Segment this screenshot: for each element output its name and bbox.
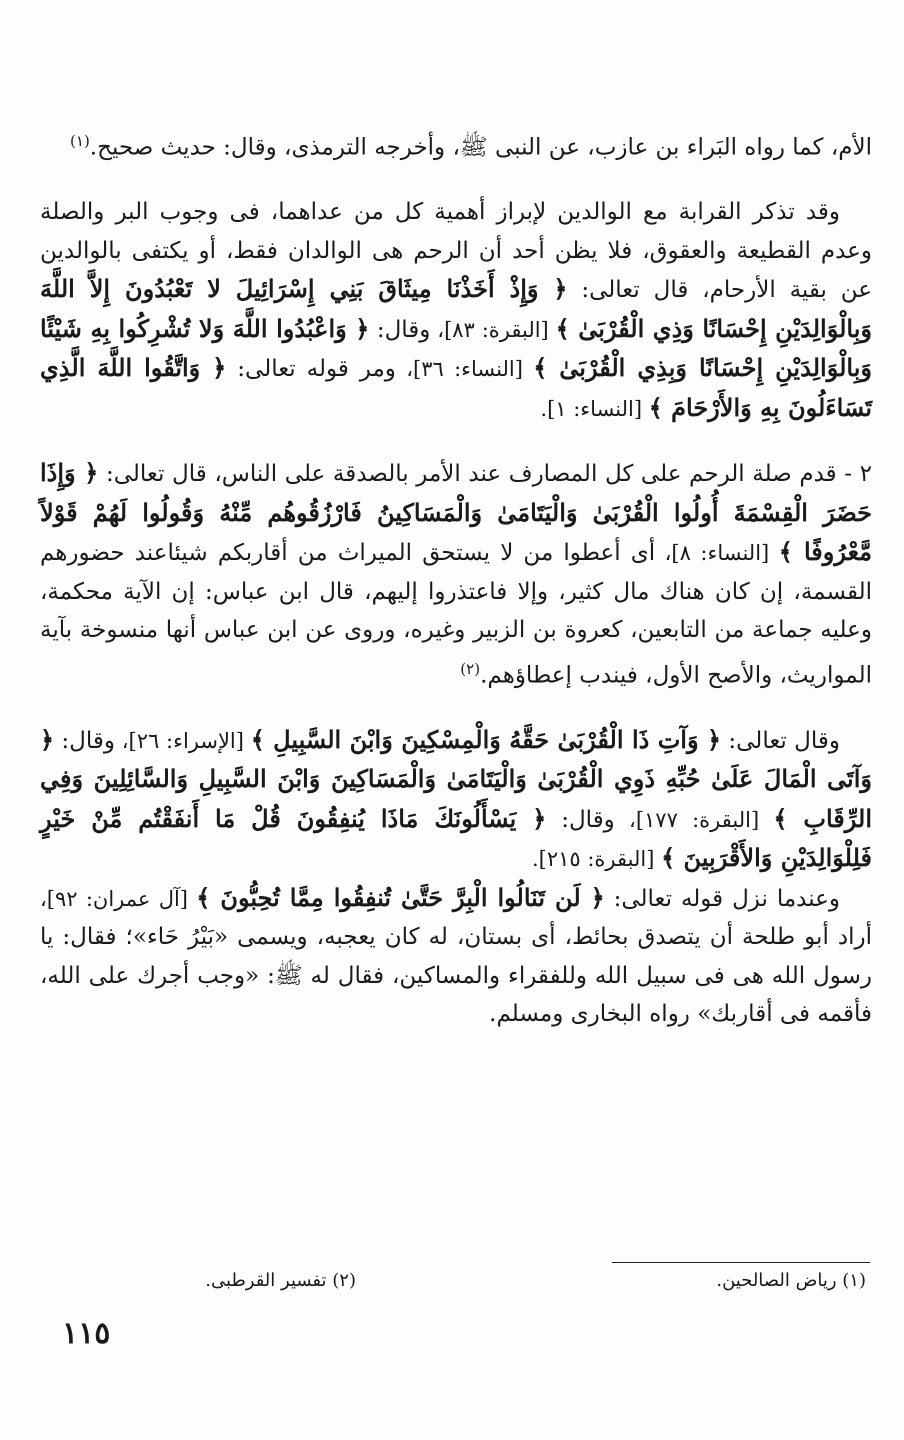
main-text xyxy=(40,122,872,1034)
paragraph-2 xyxy=(40,193,872,428)
footnote-2: (٢) تفسير القرطبى. xyxy=(205,1270,356,1291)
paragraph-3 xyxy=(40,454,872,695)
quran-verse: ﴿ وَإِذْ أَخَذْنَا مِيثَاقَ بَنِي إِسْرَائِيلَ لا تَعْبُدُونَ إِلاَّ اللَّهَ وَبِالْوَالِدَيْنِ إِحْسَانًا وَذِي الْقُرْبَىٰ ﴾ xyxy=(40,274,872,343)
body-text: الأم، كما رواه البَراء بن عازب، عن النبى ﷺ، وأخرجه الترمذى، وقال: حديث صحيح. xyxy=(89,134,872,161)
body-text: أى أعطوا من لا يستحق الميراث من أقاربكم شيئاعند حضورهم القسمة، إن كان هناك مال كثير، وإلا فاعتذروا إليهم، قال ابن عباس: إن الآية محكمة، وعليه جماعة من التابعين، كعروة بن الزبير وغيره، وروى عن ابن عباس أنها منسوخة بآية المواريث، والأصح الأول، فيندب إعطاؤهم. xyxy=(40,540,872,689)
verse-reference: [البقرة: ٢١٥]. xyxy=(531,847,662,872)
body-text: وقال: xyxy=(546,806,615,833)
paragraph-5 xyxy=(40,879,872,1034)
quran-verse: ﴿ وَآتَى الْمَالَ عَلَىٰ حُبِّهِ ذَوِي الْقُرْبَىٰ وَالْيَتَامَىٰ وَالْمَسَاكِينَ وَابْنَ السَّبِيلِ وَالسَّائِلِينَ وَفِي الرِّقَابِ ﴾ xyxy=(40,724,872,833)
verse-reference: [النساء: ١]. xyxy=(540,396,649,421)
paragraph-1 xyxy=(40,122,872,167)
verse-reference: [النساء: ٣٦]، xyxy=(395,357,534,382)
quran-verse: ﴿ وَآتِ ذَا الْقُرْبَىٰ حَقَّهُ وَالْمِسْكِينَ وَابْنَ السَّبِيلِ ﴾ xyxy=(250,724,722,754)
body-text: أراد أبو طلحة أن يتصدق بحائط، أى بستان، له كان يعجبه، ويسمى «بَيْرُ حَاء»؛ فقال: يا رسول الله هى فى سبيل الله وللفقراء والمساكين، فقال له ﷺ: «وجب أجرك على الله، فأقمه فى أقاربك» رواه البخارى ومسلم. xyxy=(40,924,872,1028)
footnote-1: (١) رياض الصالحين. xyxy=(716,1270,866,1291)
quran-verse: ﴿ وَإِذَا حَضَرَ الْقِسْمَةَ أُولُوا الْقُرْبَىٰ وَالْيَتَامَىٰ وَالْمَسَاكِينُ فَارْزُقُوهُم مِّنْهُ وَقُولُوا لَهُمْ قَوْلاً مَّعْرُوفًا ﴾ xyxy=(40,458,873,567)
verse-reference: [الإسراء: ٢٦]، xyxy=(115,728,251,753)
body-text: وقال: xyxy=(54,727,115,754)
quran-verse: ﴿ وَاعْبُدُوا اللَّهَ وَلا تُشْرِكُوا بِهِ شَيْئًا وَبِالْوَالِدَيْنِ إِحْسَانًا وَبِذِي الْقُرْبَىٰ ﴾ xyxy=(40,313,872,383)
footnote-divider xyxy=(612,1262,870,1263)
body-text: ومر قوله تعالى: xyxy=(226,356,396,383)
verse-reference: [آل عمران: ٩٢]، xyxy=(40,886,197,911)
verse-reference: [البقرة: ١٧٧]، xyxy=(614,807,774,832)
body-text: وقال تعالى: xyxy=(721,727,841,754)
body-text: وعندما نزل قوله تعالى: xyxy=(604,885,840,912)
verse-reference: [النساء: ٨]، xyxy=(655,541,779,566)
verse-reference: [البقرة: ٨٣]، xyxy=(430,317,556,342)
paragraph-4 xyxy=(40,721,872,879)
footnote-marker: (٢) xyxy=(460,659,481,678)
footnote-marker: (١) xyxy=(70,132,90,150)
quran-verse: ﴿ يَسْأَلُونَكَ مَاذَا يُنفِقُونَ قُلْ مَا أَنفَقْتُم مِّنْ خَيْرٍ فَلِلْوَالِدَيْنِ وَالأَقْرَبِينَ ﴾ xyxy=(40,803,872,873)
quran-verse: ﴿ لَن تَنَالُوا الْبِرَّ حَتَّىٰ تُنفِقُوا مِمَّا تُحِبُّونَ ﴾ xyxy=(196,882,605,912)
body-text: وقد تذكر القرابة مع الوالدين لإبراز أهمية كل من عداهما، فى وجوب البر والصلة وعدم القطيعة والعقوق، فلا يظن أحد أن الرحم هى الوالدان فقط، أو يكتفى بالوالدين عن بقية الأرحام، قال تعالى: xyxy=(40,199,873,304)
body-text: وقال: xyxy=(369,316,431,343)
body-text: ٢ - قدم صلة الرحم على كل المصارف عند الأمر بالصدقة على الناس، قال تعالى: xyxy=(98,461,873,488)
page-number: ١١٥ xyxy=(62,1316,111,1351)
quran-verse: ﴿ وَاتَّقُوا اللَّهَ الَّذِي تَسَاءَلُونَ بِهِ وَالأَرْحَامَ ﴾ xyxy=(40,353,872,422)
